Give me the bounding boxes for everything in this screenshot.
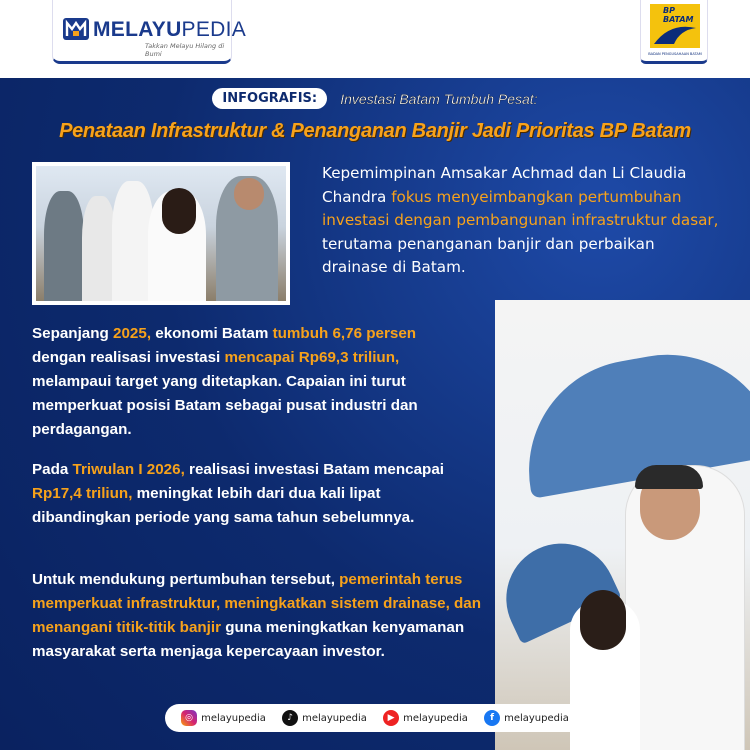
paragraph-2026: Pada Triwulan I 2026, realisasi investasi Batam mencapai Rp17,4 triliun, meningkat lebih dari dua kali lipat dibandingkan periode yang sama tahun sebelumnya. bbox=[32, 461, 444, 526]
leaders-photo bbox=[32, 162, 290, 305]
bp-batam-logo[interactable] bbox=[640, 0, 708, 64]
field-visit-photo bbox=[495, 300, 750, 750]
headline: Penataan Infrastruktur & Penanganan Banjir Jadi Prioritas BP Batam bbox=[59, 120, 691, 142]
paragraph-infrastructure: Untuk mendukung pertumbuhan tersebut, pemerintah terus memperkuat infrastruktur, meningkatkan sistem drainase, dan menangani titik-titik banjir guna meningkatkan kenyamanan masyarakat serta menjaga kepercayaan investor. bbox=[32, 571, 482, 660]
youtube-link[interactable]: ▶ melayupedia bbox=[383, 710, 468, 726]
paragraph-2025: Sepanjang 2025, ekonomi Batam tumbuh 6,76 persen dengan realisasi investasi mencapai Rp69,3 triliun, melampaui target yang ditetapkan. Capaian ini turut memperkuat posisi Batam sebagai pusat industri dan perdagangan. bbox=[32, 325, 418, 438]
social-bar bbox=[165, 704, 585, 732]
facebook-link[interactable]: f melayupedia bbox=[484, 710, 569, 726]
instagram-icon: ◎ bbox=[181, 710, 197, 726]
tiktok-link[interactable]: ♪ melayupedia bbox=[282, 710, 367, 726]
subtitle: Investasi Batam Tumbuh Pesat: bbox=[340, 90, 538, 107]
title-row bbox=[0, 88, 750, 112]
intro-text: Kepemimpinan Amsakar Achmad dan Li Claudia Chandra fokus menyeimbangkan pertumbuhan investasi dengan pembangunan infrastruktur dasar, terutama penanganan banjir dan perbaikan drainase di Batam. bbox=[322, 164, 719, 276]
infografis-label: INFOGRAFIS: bbox=[212, 88, 327, 109]
bp-logo-text: BP BATAM bbox=[663, 6, 694, 24]
header-bar bbox=[0, 0, 750, 78]
melayupedia-logo[interactable] bbox=[52, 0, 247, 64]
tiktok-icon: ♪ bbox=[282, 710, 298, 726]
logo-wordmark: MELAYUPEDIA bbox=[93, 18, 247, 41]
logo-tagline: Takkan Melayu Hilang di Bumi bbox=[145, 42, 225, 58]
facebook-icon: f bbox=[484, 710, 500, 726]
youtube-icon: ▶ bbox=[383, 710, 399, 726]
melayupedia-logo-icon bbox=[63, 16, 89, 42]
instagram-link[interactable]: ◎ melayupedia bbox=[181, 710, 266, 726]
bp-logo-sub: BADAN PENGUSAHAAN BATAM bbox=[648, 52, 702, 56]
